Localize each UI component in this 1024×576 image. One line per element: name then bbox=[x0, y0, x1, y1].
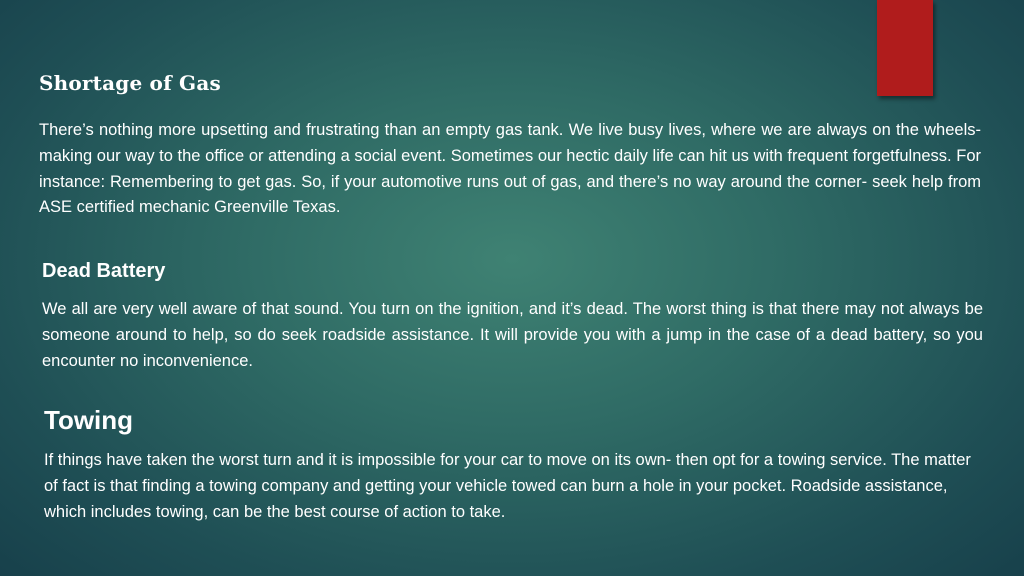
paragraph-shortage-of-gas: There’s nothing more upsetting and frustrating than an empty gas tank. We live busy lives, where we are always on the wheels- making our way to the office or attending a social event. Sometimes our hectic daily life can hit us with frequent forgetfulness. For instance: Remembering to get gas. So, if your automotive runs out of gas, and there’s no way around the corner- seek help from ASE certified mechanic Greenville Texas. bbox=[39, 121, 981, 217]
red-accent-bar bbox=[877, 0, 933, 96]
heading-shortage-of-gas: Shortage of Gas bbox=[39, 71, 221, 95]
paragraph-dead-battery: We all are very well aware of that sound. You turn on the ignition, and it’s dead. The worst thing is that there may not always be someone around to help, so do seek roadside assistance. It will provide you with a jump in the case of a dead battery, so you encounter no inconvenience. bbox=[42, 300, 983, 370]
heading-towing: Towing bbox=[44, 405, 134, 435]
paragraph-towing: If things have taken the worst turn and it is impossible for your car to move on its own- then opt for a towing service. The matter of fact is that finding a towing company and getting your vehicle towed can burn a hole in your pocket. Roadside assistance, which includes towing, can be the best course of action to take. bbox=[44, 451, 971, 521]
heading-dead-battery: Dead Battery bbox=[42, 260, 166, 282]
